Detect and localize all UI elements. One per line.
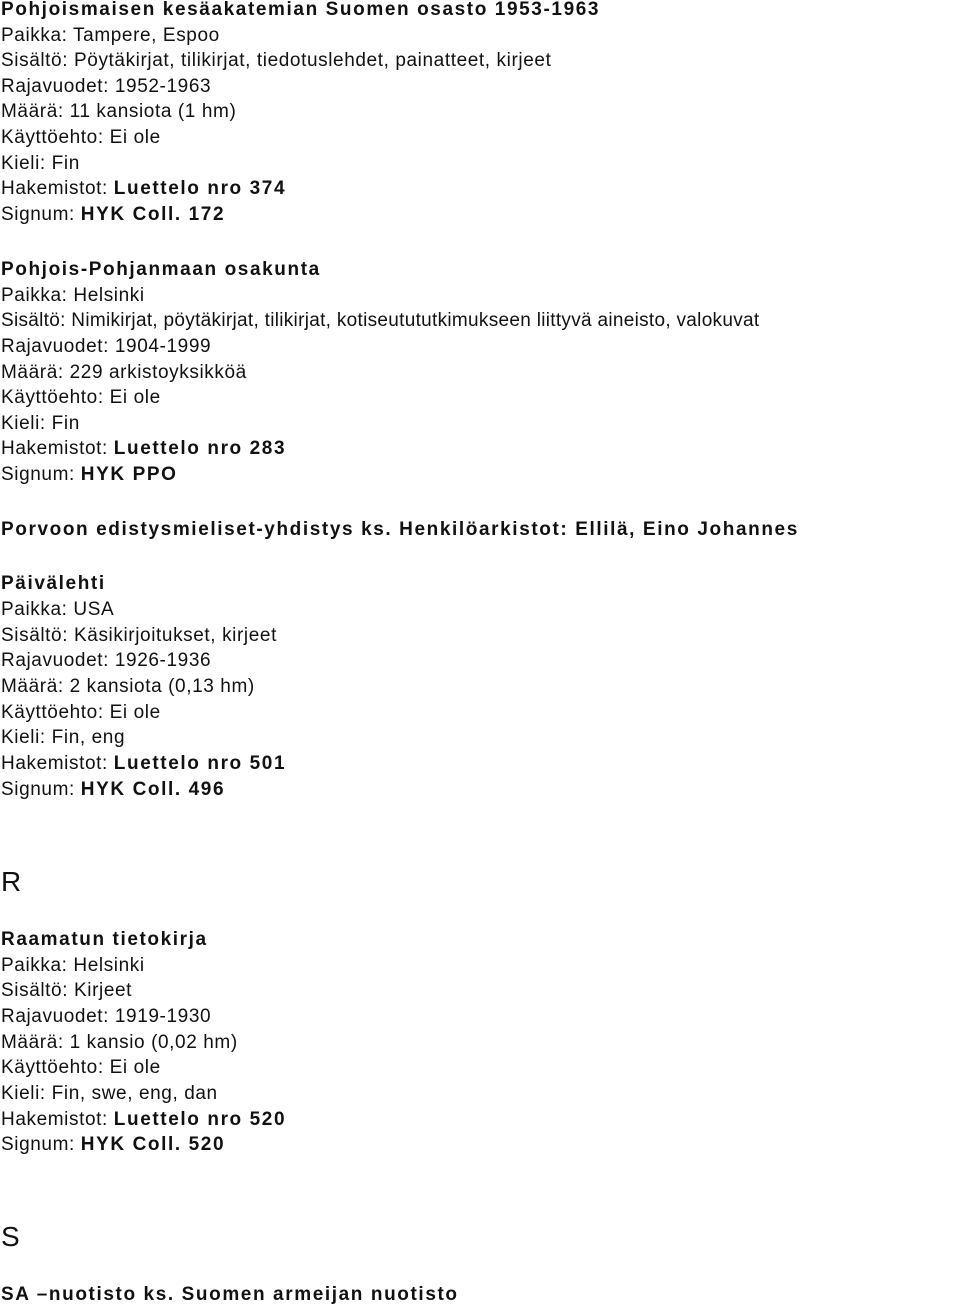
section-letter-r: R: [1, 866, 22, 897]
entry-maara: Määrä: 229 arkistoyksikköä: [1, 362, 247, 383]
entry-hakemistot: Hakemistot: Luettelo nro 520: [1, 1109, 287, 1130]
entry-paikka: Paikka: USA: [1, 599, 115, 620]
entry-kieli: Kieli: Fin: [1, 153, 80, 174]
entry-paikka: Paikka: Tampere, Espoo: [1, 25, 220, 46]
entry-rajavuodet: Rajavuodet: 1904-1999: [1, 336, 212, 357]
cross-reference-porvoo: Porvoon edistysmieliset-yhdistys ks. Henkilöarkistot: Ellilä, Eino Johannes: [1, 519, 799, 540]
entry-hakemistot: Hakemistot: Luettelo nro 374: [1, 178, 287, 199]
entry-rajavuodet: Rajavuodet: 1952-1963: [1, 76, 212, 97]
entry-kieli: Kieli: Fin, swe, eng, dan: [1, 1083, 218, 1104]
entry-maara: Määrä: 2 kansiota (0,13 hm): [1, 676, 255, 697]
entry-hakemistot: Hakemistot: Luettelo nro 501: [1, 753, 287, 774]
entry-paikka: Paikka: Helsinki: [1, 955, 145, 976]
entry-paikka: Paikka: Helsinki: [1, 285, 145, 306]
entry-title: Pohjois-Pohjanmaan osakunta: [1, 259, 321, 280]
entry-sisalto: Sisältö: Kirjeet: [1, 980, 133, 1001]
entry-kieli: Kieli: Fin, eng: [1, 727, 126, 748]
entry-hakemistot: Hakemistot: Luettelo nro 283: [1, 438, 287, 459]
entry-rajavuodet: Rajavuodet: 1926-1936: [1, 650, 212, 671]
entry-signum: Signum: HYK PPO: [1, 464, 178, 485]
entry-sisalto: Sisältö: Käsikirjoitukset, kirjeet: [1, 625, 277, 646]
entry-maara: Määrä: 1 kansio (0,02 hm): [1, 1032, 238, 1053]
entry-kieli: Kieli: Fin: [1, 413, 80, 434]
entry-maara: Määrä: 11 kansiota (1 hm): [1, 101, 237, 122]
cross-reference-sa: SA –nuotisto ks. Suomen armeijan nuotisto: [1, 1284, 459, 1305]
entry-signum: Signum: HYK Coll. 496: [1, 779, 226, 800]
entry-signum: Signum: HYK Coll. 172: [1, 204, 226, 225]
entry-sisalto: Sisältö: Pöytäkirjat, tilikirjat, tiedotuslehdet, painatteet, kirjeet: [1, 50, 552, 71]
entry-kayttoehto: Käyttöehto: Ei ole: [1, 387, 161, 408]
entry-signum: Signum: HYK Coll. 520: [1, 1134, 226, 1155]
entry-title: Pohjoismaisen kesäakatemian Suomen osasto 1953-1963: [1, 0, 601, 20]
entry-kayttoehto: Käyttöehto: Ei ole: [1, 1057, 161, 1078]
entry-sisalto: Sisältö: Nimikirjat, pöytäkirjat, tilikirjat, kotiseutututkimukseen liittyvä aineisto, valokuvat: [1, 310, 760, 331]
entry-title: Raamatun tietokirja: [1, 929, 208, 950]
entry-title: Päivälehti: [1, 573, 106, 594]
entry-kayttoehto: Käyttöehto: Ei ole: [1, 702, 161, 723]
entry-kayttoehto: Käyttöehto: Ei ole: [1, 127, 161, 148]
entry-rajavuodet: Rajavuodet: 1919-1930: [1, 1006, 212, 1027]
section-letter-s: S: [1, 1221, 20, 1252]
